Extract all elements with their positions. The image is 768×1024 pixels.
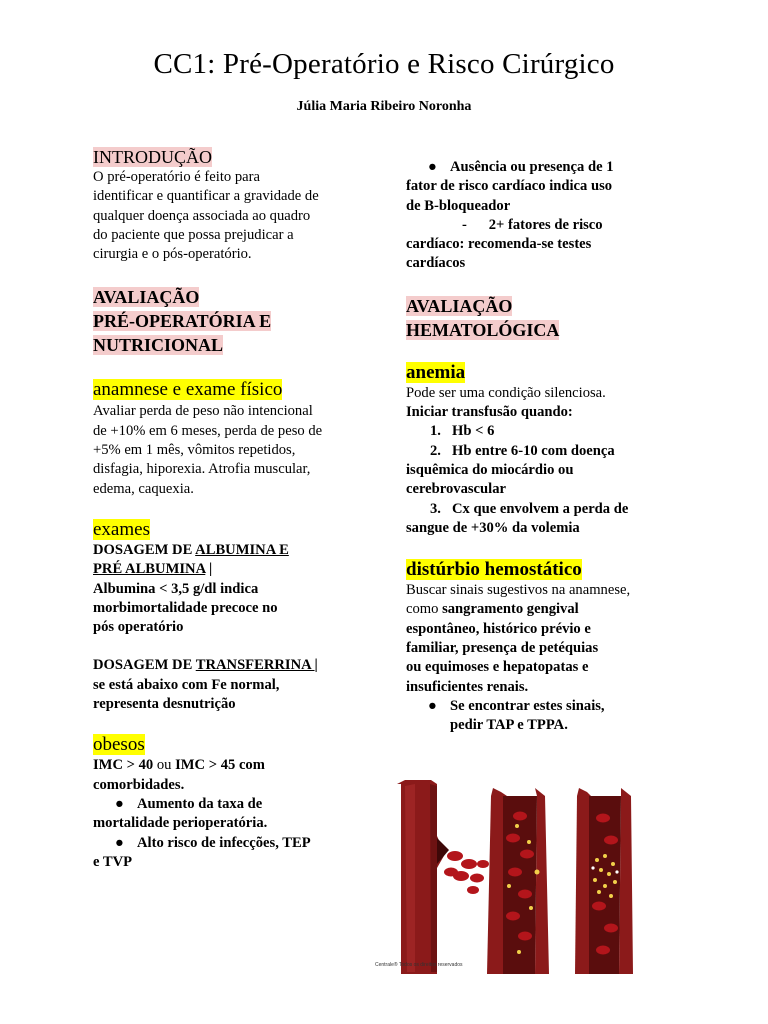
albumina-line: morbimortalidade precoce no [93,599,278,616]
hema-heading [406,294,682,342]
cardio-line: de B-bloqueador [406,197,511,214]
hemostatic-heading-row [406,559,682,581]
transferrina-title-line [93,656,363,675]
intro-line: do paciente que possa prejudicar a [93,226,294,243]
transferrina-line: representa desnutrição [93,696,236,713]
cardio-bullet-text: Ausência ou presença de 1 [450,159,614,175]
obesos-heading: obesos [93,734,145,756]
thrombosis-illustration [375,776,678,974]
cardio-block [406,158,682,274]
eval-heading [93,285,363,357]
obesos-bullet [93,834,363,853]
right-column [406,158,682,736]
illustration-credit: Centrale® Todos os direitos reservados [375,962,463,968]
albumina-title-line [93,560,363,579]
anemia-block [406,384,682,538]
imc-45: IMC > 45 com [175,757,265,774]
anemia-line: Pode ser uma condição silenciosa. [406,384,606,401]
albumina-line: Albumina < 3,5 g/dl indica [93,580,259,597]
document-title: CC1: Pré-Operatório e Risco Cirúrgico [153,48,615,80]
transferrina-block [93,656,363,714]
hemostatic-line [406,600,682,619]
anemia-transfusion: Iniciar transfusão quando: [406,404,573,421]
anamnese-line: Avaliar perda de peso não intencional [93,403,313,420]
cardio-sub-first: - 2+ fatores de risco [462,216,603,233]
bullet-dot-icon: ● [115,834,124,851]
anamnese-heading-row [93,379,363,402]
item-number: 1. [430,423,441,440]
bullet-dot-icon: ● [428,697,437,714]
left-column [93,146,363,872]
anemia-item-text: Hb < 6 [452,423,495,440]
anemia-heading-row [406,362,682,384]
transferrina-line: se está abaixo com Fe normal, [93,676,280,693]
hemostatic-line: Buscar sinais sugestivos na anamnese, [406,582,631,599]
imc-or: ou [153,757,176,774]
item-number: 3. [430,500,441,517]
hemostatic-bold-line: ou equimoses e hepatopatas e [406,659,589,676]
clotting-vessel [487,788,549,974]
anemia-item [406,442,682,461]
hemostatic-heading: distúrbio hemostático [406,559,582,581]
cardio-line: fator de risco cardíaco indica uso [406,178,613,195]
albumina-suffix: | [205,561,213,578]
anamnese-paragraph [93,402,363,498]
cardio-sub-line: cardíaco: recomenda-se testes [406,236,592,253]
hemostatic-bullet-cont: pedir TAP e TPPA. [450,717,568,734]
intro-heading-row [93,146,363,168]
eval-heading-line: AVALIAÇÃO [93,287,200,308]
anemia-heading: anemia [406,361,466,383]
torn-vessel [397,780,489,974]
obesos-bullet-cont: mortalidade perioperatória. [93,815,268,832]
eval-heading-line: PRÉ-OPERATÓRIA E [93,311,272,332]
hemostatic-bullet [406,697,682,716]
hemostatic-bold-line: insuficientes renais. [406,678,529,695]
obesos-heading-row [93,734,363,756]
pre-albumina-underlined: PRÉ ALBUMINA [93,561,206,578]
hema-heading-line: HEMATOLÓGICA [406,319,560,340]
albumina-block [93,541,363,637]
hema-heading-line: AVALIAÇÃO [406,295,513,316]
hemostatic-bold-line: espontâneo, histórico prévio e [406,620,591,637]
intro-paragraph [93,168,363,264]
intro-heading: INTRODUÇÃO [93,147,212,167]
transferrina-prefix: DOSAGEM DE [93,657,196,674]
obesos-bullet-text: Aumento da taxa de [137,795,263,812]
intro-line: qualquer doença associada ao quadro [93,207,311,224]
transferrina-suffix: | [314,657,318,674]
anamnese-line: edema, caquexia. [93,480,194,497]
obesos-bullet [93,795,363,814]
bullet-dot-icon: ● [428,159,437,175]
anemia-item-cont: cerebrovascular [406,481,506,498]
bullet-dot-icon: ● [115,795,124,812]
hemostatic-pre: como [406,601,443,618]
obesos-bullet-text: Alto risco de infecções, TEP [137,834,311,851]
intro-line: cirurgia e o pós-operatório. [93,246,252,263]
anemia-item [406,422,682,441]
occluded-vessel [575,788,633,974]
intro-line: identificar e quantificar a gravidade de [93,188,319,205]
anamnese-line: disfagia, hiporexia. Atrofia muscular, [93,461,311,478]
item-number: 2. [430,442,441,459]
anamnese-heading: anamnese e exame físico [93,379,283,401]
obesos-comorb-line: comorbidades. [93,776,185,793]
eval-heading-line: NUTRICIONAL [93,335,224,356]
albumina-line: pós operatório [93,619,184,636]
cardio-sub-line: cardíacos [406,255,466,272]
hemostatic-bullet-text: Se encontrar estes sinais, [450,697,605,714]
anemia-item-cont: isquêmica do miocárdio ou [406,461,574,478]
exames-heading: exames [93,518,150,540]
intro-line: O pré-operatório é feito para [93,169,260,185]
hemostatic-bold-line: familiar, presença de petéquias [406,640,599,657]
anemia-item-text: Cx que envolvem a perda de [452,500,629,517]
transferrina-underlined: TRANSFERRINA [195,657,315,674]
exames-heading-row [93,519,363,541]
anemia-item-text: Hb entre 6-10 com doença [452,442,615,459]
imc-40: IMC > 40 [93,757,154,774]
anemia-item [406,500,682,519]
obesos-imc-line [93,756,363,775]
anamnese-line: +5% em 1 mês, vômitos repetidos, [93,442,296,459]
albumina-prefix: DOSAGEM DE [93,541,196,558]
obesos-bullet-cont: e TVP [93,853,133,870]
cardio-bullet [406,158,682,177]
anamnese-line: de +10% em 6 meses, perda de peso de [93,422,323,439]
anemia-item-cont: sangue de +30% da volemia [406,519,580,536]
hemostatic-block [406,581,682,735]
document-author: Júlia Maria Ribeiro Noronha [296,99,472,114]
albumina-underlined: ALBUMINA E [195,541,289,558]
hemostatic-bold: sangramento gengival [442,601,579,618]
obesos-block [93,756,363,872]
albumina-title-line [93,541,363,560]
